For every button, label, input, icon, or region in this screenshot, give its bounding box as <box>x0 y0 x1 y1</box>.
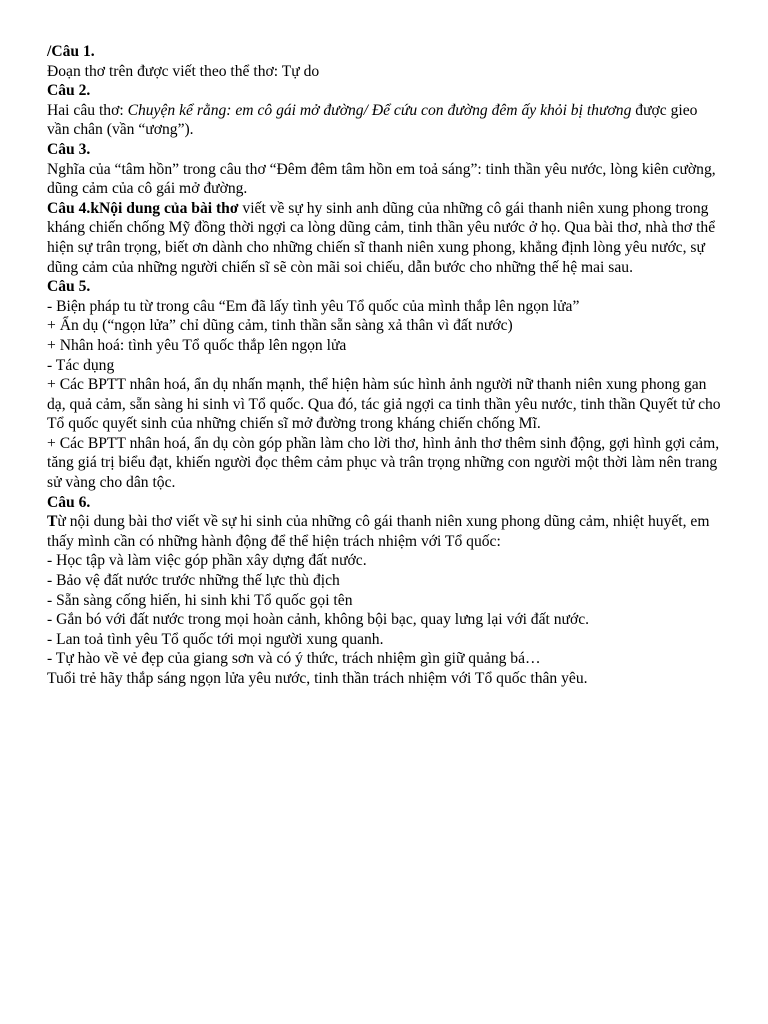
question-6-line: - Sẵn sàng cống hiến, hi sinh khi Tổ quốc gọi tên <box>47 591 353 609</box>
question-6-line: - Lan toả tình yêu Tổ quốc tới mọi người xung quanh. <box>47 630 384 648</box>
question-2-quote: Chuyện kể rằng: em cô gái mở đường/ Để cứu con đường đêm ấy khỏi bị thương <box>127 101 632 119</box>
question-2-suffix: được gieo vần chân (vần “ương”). <box>47 101 698 139</box>
question-6-heading: Câu 6. <box>47 493 91 511</box>
question-5-line: + Nhân hoá: tình yêu Tổ quốc thắp lên ngọn lửa <box>47 336 347 354</box>
question-2-prefix: Hai câu thơ: <box>47 101 128 119</box>
question-5-line: + Các BPTT nhân hoá, ẩn dụ nhấn mạnh, thể hiện hàm súc hình ảnh người nữ thanh niên xung phong gan dạ, quả cảm, sẵn sàng hi sinh vì Tổ quốc. Qua đó, tác giả ngợi ca tinh thần yêu nước, tinh thần Quyết tử cho Tổ quốc quyết sinh của những chiến sĩ mở đường trong kháng chiến chống Mĩ. <box>47 376 721 433</box>
question-6-line: - Học tập và làm việc góp phần xây dựng đất nước. <box>47 552 367 570</box>
question-3-heading: Câu 3. <box>47 140 91 158</box>
question-1-answer: Đoạn thơ trên được viết theo thể thơ: Tự do <box>47 62 320 80</box>
question-5-line: + Ẩn dụ (“ngọn lửa” chỉ dũng cảm, tinh thần sẵn sàng xả thân vì đất nước) <box>47 317 513 335</box>
question-5-line: - Tác dụng <box>47 356 115 374</box>
question-6-line: - Tự hào về vẻ đẹp của giang sơn và có ý thức, trách nhiệm gìn giữ quảng bá… <box>47 650 541 668</box>
question-6-intro-initial: T <box>47 513 58 531</box>
question-4-heading: Câu 4.kNội dung của bài thơ <box>47 199 239 217</box>
question-6-line: - Gắn bó với đất nước trong mọi hoàn cảnh, không bội bạc, quay lưng lại với đất nước. <box>47 611 590 629</box>
question-1-heading: /Câu 1. <box>47 43 95 60</box>
question-6-intro <box>47 512 722 551</box>
question-2-heading: Câu 2. <box>47 82 91 100</box>
question-4-answer: viết về sự hy sinh anh dũng của những cô gái thanh niên xung phong trong kháng chiến chống Mỹ đồng thời ngợi ca lòng dũng cảm, tinh thần yêu nước ở họ. Qua bài thơ, nhà thơ thể hiện sự trân trọng, biết ơn dành cho những chiến sĩ thanh niên xung phong, khẳng định lòng yêu nước, sự dũng cảm của những người chiến sĩ sẽ còn mãi soi chiếu, dẫn bước cho những thế hệ mai sau. <box>47 199 716 276</box>
question-3-answer: Nghĩa của “tâm hồn” trong câu thơ “Đêm đêm tâm hồn em toả sáng”: tinh thần yêu nước, lòng kiên cường, dũng cảm của cô gái mở đường. <box>47 160 716 198</box>
question-2-answer <box>47 101 722 140</box>
question-6-closing: Tuổi trẻ hãy thắp sáng ngọn lửa yêu nước, tinh thần trách nhiệm với Tổ quốc thân yêu. <box>47 670 588 687</box>
question-5-heading: Câu 5. <box>47 278 91 296</box>
question-4-paragraph <box>47 199 722 277</box>
question-6-intro-text: ừ nội dung bài thơ viết về sự hi sinh của những cô gái thanh niên xung phong dũng cảm, nhiệt huyết, em thấy mình cần có những hành động để thể hiện trách nhiệm với Tổ quốc: <box>47 513 710 550</box>
question-5-line: + Các BPTT nhân hoá, ẩn dụ còn góp phần làm cho lời thơ, hình ảnh thơ thêm sinh động, gợi hình gợi cảm, tăng giá trị biểu đạt, khiến người đọc thêm cảm phục và trân trọng những con người một thời làm nên trang sử vàng cho dân tộc. <box>47 434 720 492</box>
question-6-line: - Bảo vệ đất nước trước những thế lực thù địch <box>47 572 340 590</box>
question-5-line: - Biện pháp tu từ trong câu “Em đã lấy tình yêu Tổ quốc của mình thắp lên ngọn lửa” <box>47 297 580 315</box>
